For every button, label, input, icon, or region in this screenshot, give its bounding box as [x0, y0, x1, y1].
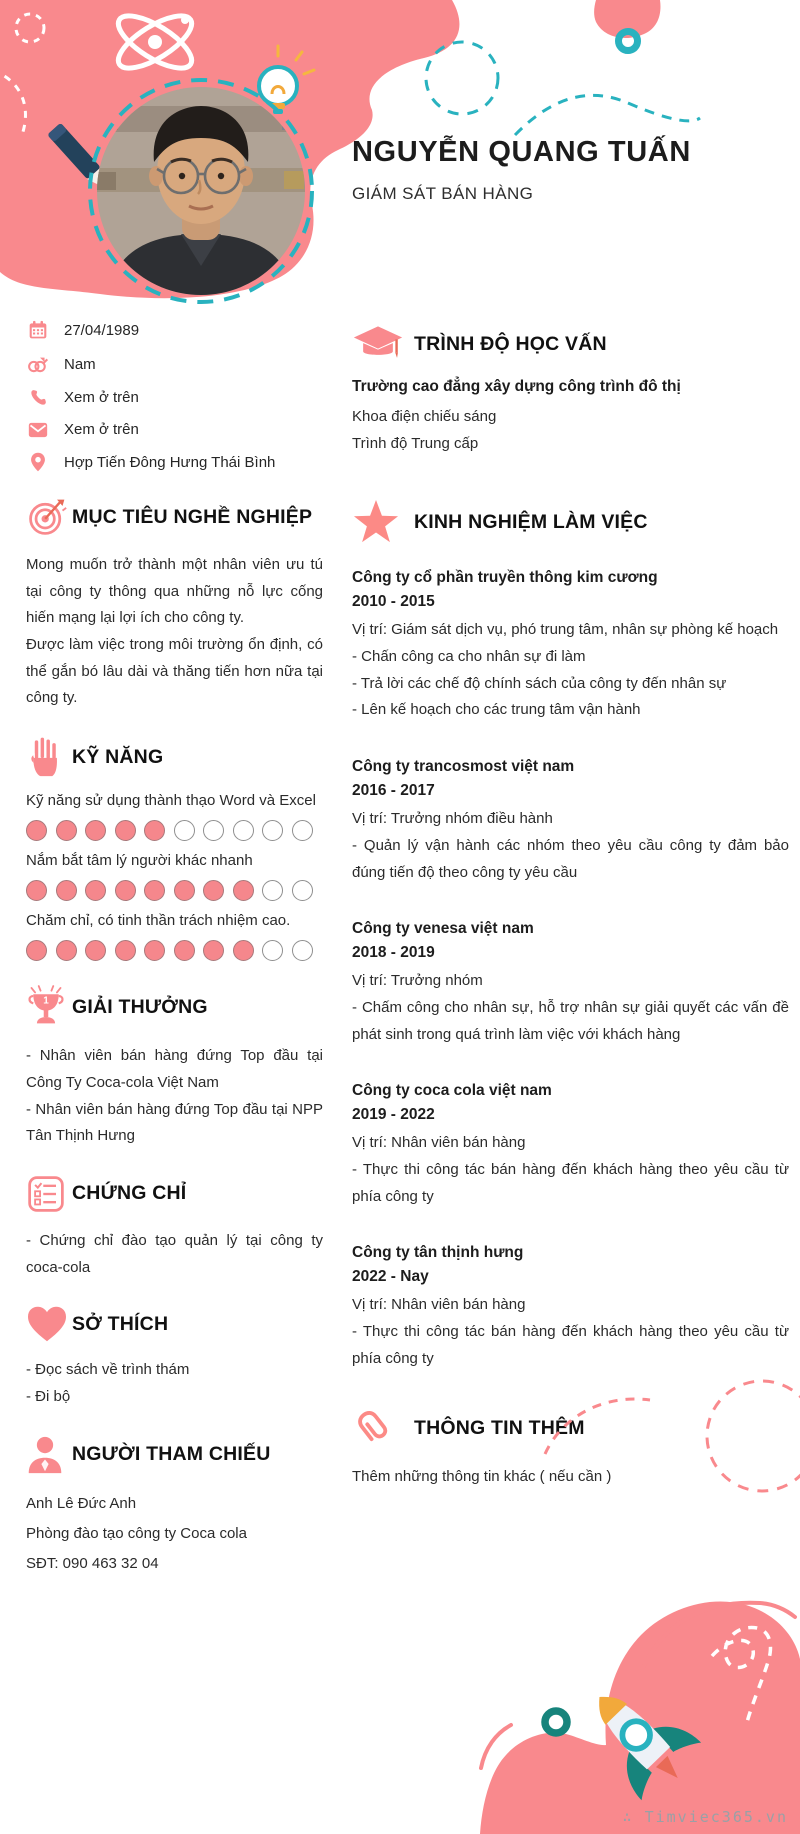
- rating-dot: [26, 820, 47, 841]
- rating-dot: [233, 880, 254, 901]
- rating-dot: [262, 880, 283, 901]
- skill-label: Nắm bắt tâm lý người khác nhanh: [26, 852, 253, 870]
- email-value: Xem ở trên: [64, 421, 139, 438]
- teal-donut-footer: [545, 1711, 567, 1733]
- job-position: Vị trí: Giám sát dịch vụ, phó trung tâm, nhân sự phòng kế hoạch: [352, 621, 779, 639]
- job-bullets: [352, 644, 789, 724]
- skill-rating: [26, 880, 323, 901]
- certificates-heading: CHỨNG CHỈ: [72, 1182, 187, 1205]
- rating-dot: [115, 820, 136, 841]
- dashed-arc-coral: [545, 1399, 650, 1454]
- certificate-icon: [26, 1174, 72, 1214]
- rating-dot: [85, 880, 106, 901]
- rating-dot: [292, 880, 313, 901]
- job-entry: [352, 1082, 789, 1210]
- mail-icon: [26, 422, 50, 438]
- rating-dot: [144, 880, 165, 901]
- job-position: Vị trí: Nhân viên bán hàng: [352, 1296, 526, 1314]
- job-period: 2016 - 2017: [352, 782, 435, 800]
- job-entry: [352, 920, 789, 1048]
- job-period: 2010 - 2015: [352, 593, 435, 611]
- education-line: Trình độ Trung cấp: [352, 434, 479, 452]
- job-company: Công ty cổ phần truyền thông kim cương: [352, 569, 658, 587]
- rating-dot: [174, 880, 195, 901]
- rating-dot: [144, 940, 165, 961]
- footer-art: [0, 1374, 800, 1834]
- candidate-name: NGUYỄN QUANG TUẤN: [352, 136, 691, 168]
- job-bullets: [352, 995, 789, 1048]
- job-entry: [352, 1244, 789, 1372]
- profile-photo: [86, 76, 316, 306]
- graduation-cap-icon: [352, 324, 414, 364]
- job-position: Vị trí: Trưởng nhóm: [352, 972, 483, 990]
- skill-item: [26, 852, 323, 901]
- hobbies-heading: SỞ THÍCH: [72, 1312, 169, 1335]
- job-bullet: - Quản lý vận hành các nhóm theo yêu cầu công ty đảm bảo đúng tiến độ theo công ty yêu cầu: [352, 836, 789, 881]
- education-heading: TRÌNH ĐỘ HỌC VẤN: [414, 332, 607, 355]
- experience-heading: KINH NGHIỆM LÀM VIỆC: [414, 510, 648, 533]
- birthday-value: 27/04/1989: [64, 321, 140, 339]
- skills-heading: KỸ NĂNG: [72, 745, 164, 768]
- rating-dot: [26, 880, 47, 901]
- candidate-title: GIÁM SÁT BÁN HÀNG: [352, 184, 534, 204]
- job-bullets: [352, 1319, 789, 1372]
- section-objective-head: [26, 496, 323, 538]
- job-position: Vị trí: Nhân viên bán hàng: [352, 1134, 526, 1152]
- job-entry: [352, 569, 789, 724]
- rating-dot: [203, 880, 224, 901]
- portrait-image: [86, 76, 316, 306]
- phone-value: Xem ở trên: [64, 389, 139, 406]
- section-awards-head: [26, 985, 323, 1029]
- reference-line: Anh Lê Đức Anh: [26, 1494, 137, 1512]
- contact-row-birthday: [26, 320, 323, 340]
- rating-dot: [115, 940, 136, 961]
- job-company: Công ty coca cola việt nam: [352, 1082, 552, 1100]
- contact-row-phone: [26, 388, 323, 407]
- reference-line: SĐT: 090 463 32 04: [26, 1554, 159, 1572]
- target-icon: [26, 496, 72, 538]
- job-bullet: - Lên kế hoạch cho các trung tâm vận hành: [352, 701, 641, 719]
- skill-rating: [26, 820, 323, 841]
- education-line: Khoa điện chiếu sáng: [352, 408, 497, 425]
- rating-dot: [262, 940, 283, 961]
- award-item: - Nhân viên bán hàng đứng Top đầu tại Công Ty Coca-cola Việt Nam: [26, 1047, 323, 1091]
- objective-paragraph: Được làm việc trong môi trường ổn định, có thể gắn bó lâu dài và thăng tiến hơn nữa tại công ty.: [26, 636, 323, 707]
- rating-dot: [56, 880, 77, 901]
- job-period: 2018 - 2019: [352, 944, 435, 962]
- skill-item: [26, 912, 323, 961]
- section-hobbies-head: [26, 1305, 323, 1343]
- award-item: - Nhân viên bán hàng đứng Top đầu tại NPP Tân Thịnh Hưng: [26, 1100, 323, 1145]
- section-certificates-head: [26, 1174, 323, 1214]
- job-company: Công ty tân thịnh hưng: [352, 1244, 524, 1262]
- phone-icon: [26, 388, 50, 407]
- contact-row-email: [26, 421, 323, 438]
- rating-dot: [56, 940, 77, 961]
- rating-dot: [203, 940, 224, 961]
- watermark: ∴ Timviec365.vn: [622, 1808, 788, 1826]
- teal-donut: [619, 32, 638, 51]
- hand-icon: [26, 736, 72, 778]
- job-position: Vị trí: Trưởng nhóm điều hành: [352, 810, 553, 828]
- rating-dot: [85, 820, 106, 841]
- job-bullets: [352, 833, 789, 886]
- name-block: [352, 134, 712, 204]
- job-bullet: - Thực thi công tác bán hàng đến khách hàng theo yêu cầu từ phía công ty: [352, 1323, 789, 1367]
- awards-heading: GIẢI THƯỞNG: [72, 995, 208, 1018]
- star-icon: [352, 499, 414, 545]
- svg-text:1: 1: [43, 995, 49, 1007]
- rating-dot: [85, 940, 106, 961]
- rating-dot: [56, 820, 77, 841]
- skill-label: Chăm chỉ, có tinh thần trách nhiệm cao.: [26, 912, 291, 930]
- heart-icon: [26, 1305, 72, 1343]
- gender-icon: [26, 354, 50, 374]
- objective-paragraph: Mong muốn trở thành một nhân viên ưu tú tại công ty thông qua những nỗ lực cống hiến mạng lại lợi ích cho công ty.: [26, 556, 323, 627]
- rating-dot: [233, 940, 254, 961]
- job-period: 2022 - Nay: [352, 1268, 429, 1286]
- contact-row-address: [26, 452, 323, 472]
- job-bullet: - Thực thi công tác bán hàng đến khách hàng theo yêu cầu từ phía công ty: [352, 1160, 789, 1205]
- skill-label: Kỹ năng sử dụng thành thạo Word và Excel: [26, 792, 316, 810]
- job-period: 2019 - 2022: [352, 1106, 435, 1124]
- objective-heading: MỤC TIÊU NGHỀ NGHIỆP: [72, 505, 313, 528]
- dashed-circle-coral: [707, 1381, 800, 1491]
- rating-dot: [292, 940, 313, 961]
- contact-list: [26, 320, 323, 472]
- right-column: [352, 324, 789, 1491]
- skill-item: [26, 792, 323, 841]
- hobby-item: - Đi bộ: [26, 1387, 71, 1405]
- address-value: Hợp Tiến Đông Hưng Thái Bình: [64, 453, 276, 471]
- gender-value: Nam: [64, 355, 96, 373]
- certificate-item: - Chứng chỉ đào tạo quản lý tại công ty coca-cola: [26, 1231, 323, 1276]
- rating-dot: [292, 820, 313, 841]
- calendar-icon: [26, 320, 50, 340]
- additional-heading: THÔNG TIN THÊM: [414, 1416, 585, 1439]
- location-icon: [26, 452, 50, 472]
- rating-dot: [26, 940, 47, 961]
- contact-row-gender: [26, 354, 323, 374]
- skill-rating: [26, 940, 323, 961]
- dashed-circle-teal: [426, 42, 498, 114]
- hobby-item: - Đọc sách về trình thám: [26, 1361, 190, 1379]
- trophy-icon: [26, 985, 72, 1029]
- job-company: Công ty venesa việt nam: [352, 920, 534, 938]
- dashed-swoosh-teal: [515, 95, 700, 135]
- job-entry: [352, 758, 789, 886]
- references-heading: NGƯỜI THAM CHIẾU: [72, 1443, 271, 1466]
- rating-dot: [174, 940, 195, 961]
- rating-dot: [262, 820, 283, 841]
- rating-dot: [174, 820, 195, 841]
- rating-dot: [233, 820, 254, 841]
- job-bullet: - Trả lời các chế độ chính sách của công ty đến nhân sự: [352, 674, 727, 692]
- reference-line: Phòng đào tạo công ty Coca cola: [26, 1524, 247, 1542]
- job-company: Công ty trancosmost việt nam: [352, 758, 575, 776]
- education-school: Trường cao đẳng xây dựng công trình đô thị: [352, 378, 681, 395]
- rating-dot: [115, 880, 136, 901]
- job-bullets: [352, 1157, 789, 1210]
- additional-text: Thêm những thông tin khác ( nếu cần ): [352, 1468, 612, 1486]
- section-experience-head: [352, 499, 789, 545]
- job-bullet: - Chấn công ca cho nhân sự đi làm: [352, 648, 586, 666]
- job-bullet: - Chấm công cho nhân sự, hỗ trợ nhân sự giải quyết các vấn đề phát sinh trong quá trình làm việc với khách hàng: [352, 998, 789, 1043]
- rating-dot: [144, 820, 165, 841]
- section-skills-head: [26, 736, 323, 778]
- rating-dot: [203, 820, 224, 841]
- section-education-head: [352, 324, 789, 364]
